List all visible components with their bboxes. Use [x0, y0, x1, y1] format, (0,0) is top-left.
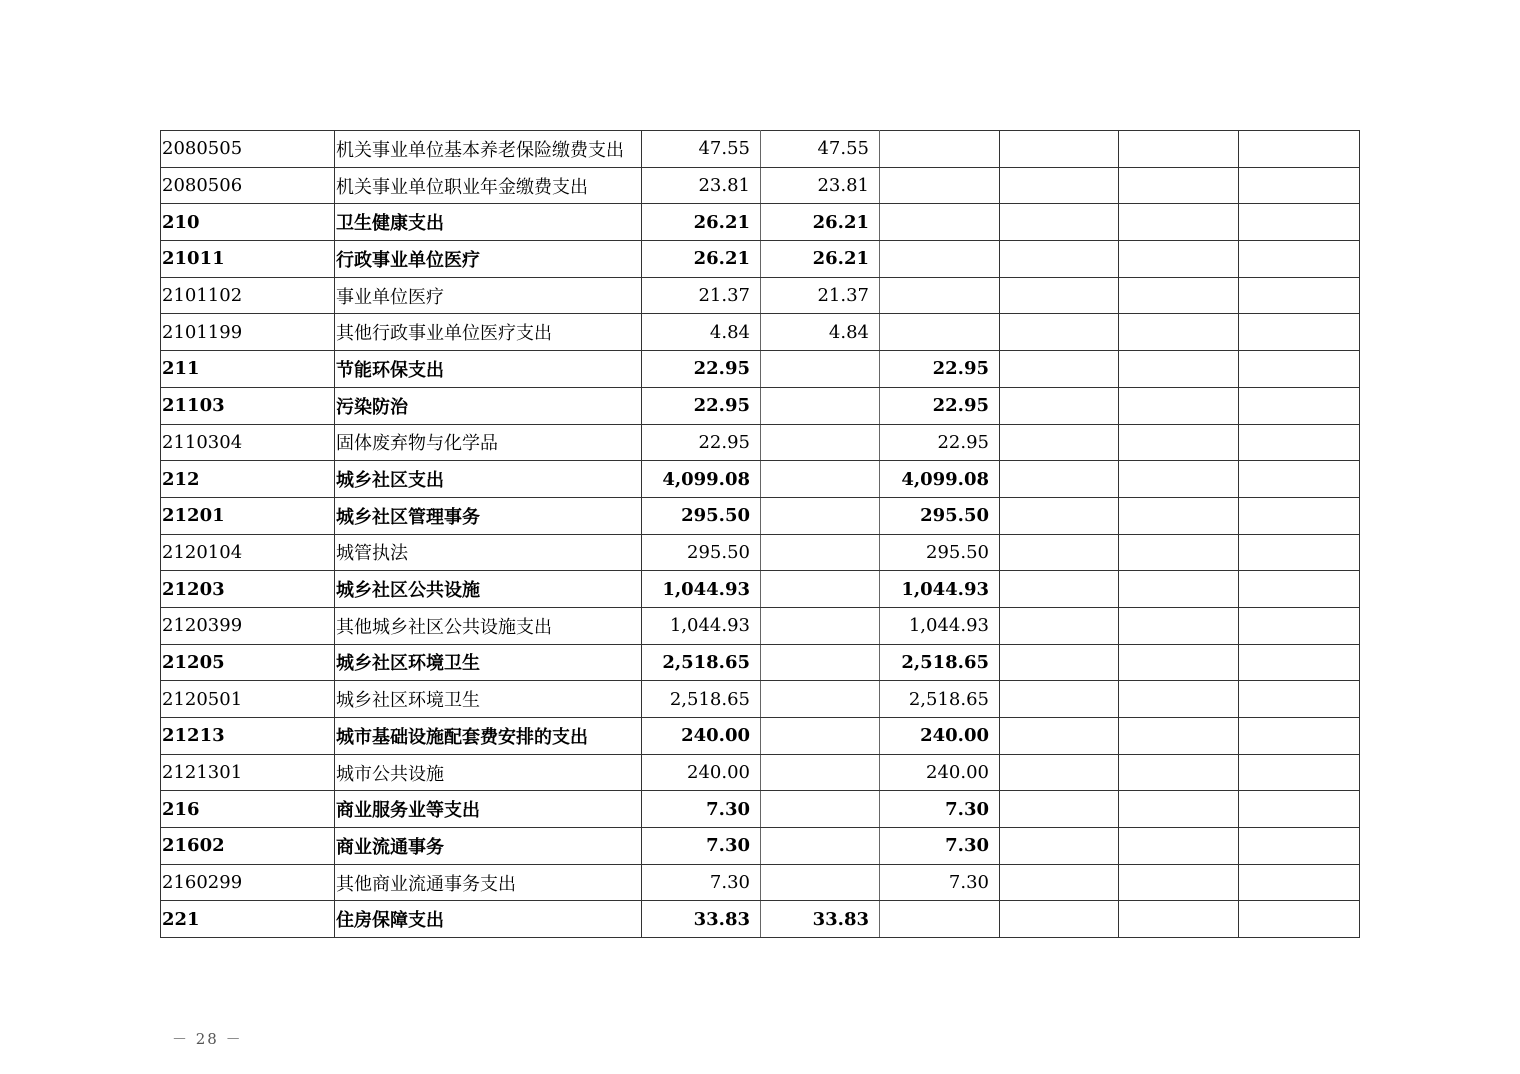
empty-cell — [1239, 424, 1360, 461]
table-row — [161, 314, 1360, 351]
table-row — [161, 681, 1360, 718]
subject-code-cell: 2120501 — [161, 681, 335, 718]
project-expenditure-cell: 7.30 — [880, 828, 1000, 865]
empty-cell — [1119, 828, 1239, 865]
empty-cell — [1000, 681, 1119, 718]
subject-code-cell: 21103 — [161, 387, 335, 424]
project-expenditure-cell: 240.00 — [880, 718, 1000, 755]
total-amount-cell: 240.00 — [642, 754, 761, 791]
empty-cell — [1119, 864, 1239, 901]
total-amount-cell: 33.83 — [642, 901, 761, 938]
basic-expenditure-cell — [761, 461, 880, 498]
empty-cell — [1000, 241, 1119, 278]
project-expenditure-cell: 22.95 — [880, 424, 1000, 461]
project-expenditure-cell: 295.50 — [880, 497, 1000, 534]
table-row — [161, 497, 1360, 534]
empty-cell — [1239, 387, 1360, 424]
subject-name-cell: 其他商业流通事务支出 — [335, 864, 642, 901]
subject-code-cell: 21201 — [161, 497, 335, 534]
subject-code-cell: 212 — [161, 461, 335, 498]
total-amount-cell: 21.37 — [642, 277, 761, 314]
subject-code-cell: 2110304 — [161, 424, 335, 461]
subject-name-cell: 商业服务业等支出 — [335, 791, 642, 828]
table-row — [161, 461, 1360, 498]
empty-cell — [1239, 901, 1360, 938]
project-expenditure-cell — [880, 131, 1000, 168]
total-amount-cell: 7.30 — [642, 791, 761, 828]
total-amount-cell: 4,099.08 — [642, 461, 761, 498]
total-amount-cell: 26.21 — [642, 204, 761, 241]
empty-cell — [1000, 754, 1119, 791]
empty-cell — [1119, 681, 1239, 718]
total-amount-cell: 295.50 — [642, 497, 761, 534]
basic-expenditure-cell — [761, 424, 880, 461]
basic-expenditure-cell — [761, 351, 880, 388]
table-row — [161, 791, 1360, 828]
empty-cell — [1000, 864, 1119, 901]
total-amount-cell: 1,044.93 — [642, 607, 761, 644]
subject-name-cell: 节能环保支出 — [335, 351, 642, 388]
subject-name-cell: 污染防治 — [335, 387, 642, 424]
table-row — [161, 387, 1360, 424]
subject-name-cell: 商业流通事务 — [335, 828, 642, 865]
empty-cell — [1000, 901, 1119, 938]
subject-code-cell: 2080506 — [161, 167, 335, 204]
empty-cell — [1239, 131, 1360, 168]
total-amount-cell: 47.55 — [642, 131, 761, 168]
empty-cell — [1119, 204, 1239, 241]
subject-code-cell: 2101199 — [161, 314, 335, 351]
empty-cell — [1000, 718, 1119, 755]
subject-code-cell: 2120399 — [161, 607, 335, 644]
total-amount-cell: 26.21 — [642, 241, 761, 278]
empty-cell — [1239, 828, 1360, 865]
subject-code-cell: 210 — [161, 204, 335, 241]
table-row — [161, 828, 1360, 865]
empty-cell — [1000, 497, 1119, 534]
subject-name-cell: 城管执法 — [335, 534, 642, 571]
empty-cell — [1000, 424, 1119, 461]
table-row — [161, 167, 1360, 204]
empty-cell — [1239, 571, 1360, 608]
empty-cell — [1239, 204, 1360, 241]
table-row — [161, 718, 1360, 755]
empty-cell — [1239, 607, 1360, 644]
empty-cell — [1119, 167, 1239, 204]
basic-expenditure-cell — [761, 644, 880, 681]
subject-name-cell: 其他城乡社区公共设施支出 — [335, 607, 642, 644]
table-row — [161, 901, 1360, 938]
subject-code-cell: 221 — [161, 901, 335, 938]
basic-expenditure-cell — [761, 534, 880, 571]
empty-cell — [1000, 461, 1119, 498]
basic-expenditure-cell — [761, 497, 880, 534]
empty-cell — [1000, 204, 1119, 241]
empty-cell — [1000, 131, 1119, 168]
basic-expenditure-cell — [761, 718, 880, 755]
empty-cell — [1119, 534, 1239, 571]
empty-cell — [1000, 167, 1119, 204]
empty-cell — [1119, 754, 1239, 791]
empty-cell — [1119, 351, 1239, 388]
project-expenditure-cell: 240.00 — [880, 754, 1000, 791]
subject-name-cell: 城乡社区环境卫生 — [335, 644, 642, 681]
subject-code-cell: 2120104 — [161, 534, 335, 571]
page-number: － 28 － — [172, 1030, 243, 1048]
subject-code-cell: 21602 — [161, 828, 335, 865]
subject-name-cell: 城乡社区环境卫生 — [335, 681, 642, 718]
basic-expenditure-cell: 26.21 — [761, 204, 880, 241]
subject-name-cell: 城乡社区管理事务 — [335, 497, 642, 534]
empty-cell — [1000, 351, 1119, 388]
project-expenditure-cell: 1,044.93 — [880, 607, 1000, 644]
empty-cell — [1000, 571, 1119, 608]
project-expenditure-cell — [880, 314, 1000, 351]
subject-name-cell: 固体废弃物与化学品 — [335, 424, 642, 461]
budget-expenditure-table — [160, 130, 1360, 938]
basic-expenditure-cell: 33.83 — [761, 901, 880, 938]
empty-cell — [1239, 791, 1360, 828]
basic-expenditure-cell: 21.37 — [761, 277, 880, 314]
table-row — [161, 351, 1360, 388]
basic-expenditure-cell — [761, 828, 880, 865]
project-expenditure-cell: 1,044.93 — [880, 571, 1000, 608]
empty-cell — [1119, 241, 1239, 278]
empty-cell — [1239, 754, 1360, 791]
table-row — [161, 571, 1360, 608]
table-row — [161, 131, 1360, 168]
basic-expenditure-cell: 4.84 — [761, 314, 880, 351]
subject-code-cell: 21213 — [161, 718, 335, 755]
basic-expenditure-cell — [761, 387, 880, 424]
table-row — [161, 754, 1360, 791]
empty-cell — [1119, 791, 1239, 828]
basic-expenditure-cell — [761, 571, 880, 608]
empty-cell — [1119, 424, 1239, 461]
subject-code-cell: 2121301 — [161, 754, 335, 791]
empty-cell — [1239, 497, 1360, 534]
project-expenditure-cell — [880, 277, 1000, 314]
empty-cell — [1119, 387, 1239, 424]
subject-name-cell: 其他行政事业单位医疗支出 — [335, 314, 642, 351]
project-expenditure-cell: 2,518.65 — [880, 644, 1000, 681]
total-amount-cell: 240.00 — [642, 718, 761, 755]
empty-cell — [1000, 644, 1119, 681]
empty-cell — [1239, 644, 1360, 681]
subject-name-cell: 行政事业单位医疗 — [335, 241, 642, 278]
empty-cell — [1239, 681, 1360, 718]
empty-cell — [1239, 718, 1360, 755]
basic-expenditure-cell: 26.21 — [761, 241, 880, 278]
total-amount-cell: 1,044.93 — [642, 571, 761, 608]
project-expenditure-cell: 4,099.08 — [880, 461, 1000, 498]
total-amount-cell: 4.84 — [642, 314, 761, 351]
empty-cell — [1119, 497, 1239, 534]
empty-cell — [1000, 791, 1119, 828]
empty-cell — [1119, 901, 1239, 938]
project-expenditure-cell — [880, 167, 1000, 204]
project-expenditure-cell: 7.30 — [880, 864, 1000, 901]
project-expenditure-cell: 22.95 — [880, 351, 1000, 388]
basic-expenditure-cell — [761, 864, 880, 901]
subject-name-cell: 住房保障支出 — [335, 901, 642, 938]
total-amount-cell: 295.50 — [642, 534, 761, 571]
empty-cell — [1239, 314, 1360, 351]
basic-expenditure-cell — [761, 607, 880, 644]
subject-name-cell: 城乡社区支出 — [335, 461, 642, 498]
basic-expenditure-cell — [761, 754, 880, 791]
table-row — [161, 864, 1360, 901]
subject-name-cell: 机关事业单位基本养老保险缴费支出 — [335, 131, 642, 168]
basic-expenditure-cell: 23.81 — [761, 167, 880, 204]
project-expenditure-cell — [880, 241, 1000, 278]
empty-cell — [1000, 828, 1119, 865]
subject-code-cell: 211 — [161, 351, 335, 388]
empty-cell — [1000, 314, 1119, 351]
project-expenditure-cell: 7.30 — [880, 791, 1000, 828]
project-expenditure-cell: 295.50 — [880, 534, 1000, 571]
subject-code-cell: 21203 — [161, 571, 335, 608]
empty-cell — [1119, 461, 1239, 498]
table-row — [161, 241, 1360, 278]
empty-cell — [1119, 607, 1239, 644]
empty-cell — [1000, 607, 1119, 644]
subject-code-cell: 21011 — [161, 241, 335, 278]
empty-cell — [1239, 534, 1360, 571]
total-amount-cell: 23.81 — [642, 167, 761, 204]
empty-cell — [1119, 718, 1239, 755]
basic-expenditure-cell — [761, 791, 880, 828]
empty-cell — [1000, 277, 1119, 314]
subject-code-cell: 2080505 — [161, 131, 335, 168]
empty-cell — [1119, 571, 1239, 608]
table-row — [161, 644, 1360, 681]
project-expenditure-cell: 22.95 — [880, 387, 1000, 424]
empty-cell — [1000, 387, 1119, 424]
table-row — [161, 607, 1360, 644]
total-amount-cell: 7.30 — [642, 828, 761, 865]
empty-cell — [1119, 131, 1239, 168]
subject-name-cell: 城市公共设施 — [335, 754, 642, 791]
subject-name-cell: 卫生健康支出 — [335, 204, 642, 241]
empty-cell — [1239, 277, 1360, 314]
empty-cell — [1000, 534, 1119, 571]
subject-name-cell: 机关事业单位职业年金缴费支出 — [335, 167, 642, 204]
subject-code-cell: 2160299 — [161, 864, 335, 901]
subject-code-cell: 216 — [161, 791, 335, 828]
table-row — [161, 204, 1360, 241]
basic-expenditure-cell — [761, 681, 880, 718]
empty-cell — [1239, 864, 1360, 901]
total-amount-cell: 22.95 — [642, 351, 761, 388]
basic-expenditure-cell: 47.55 — [761, 131, 880, 168]
table-row — [161, 424, 1360, 461]
empty-cell — [1119, 314, 1239, 351]
subject-name-cell: 城乡社区公共设施 — [335, 571, 642, 608]
table-row — [161, 277, 1360, 314]
total-amount-cell: 2,518.65 — [642, 681, 761, 718]
table-row — [161, 534, 1360, 571]
empty-cell — [1239, 461, 1360, 498]
total-amount-cell: 7.30 — [642, 864, 761, 901]
total-amount-cell: 22.95 — [642, 387, 761, 424]
subject-name-cell: 城市基础设施配套费安排的支出 — [335, 718, 642, 755]
empty-cell — [1239, 241, 1360, 278]
empty-cell — [1239, 167, 1360, 204]
total-amount-cell: 2,518.65 — [642, 644, 761, 681]
project-expenditure-cell — [880, 204, 1000, 241]
empty-cell — [1119, 644, 1239, 681]
subject-code-cell: 2101102 — [161, 277, 335, 314]
total-amount-cell: 22.95 — [642, 424, 761, 461]
subject-name-cell: 事业单位医疗 — [335, 277, 642, 314]
subject-code-cell: 21205 — [161, 644, 335, 681]
empty-cell — [1119, 277, 1239, 314]
table-body — [161, 131, 1360, 938]
empty-cell — [1239, 351, 1360, 388]
project-expenditure-cell — [880, 901, 1000, 938]
project-expenditure-cell: 2,518.65 — [880, 681, 1000, 718]
